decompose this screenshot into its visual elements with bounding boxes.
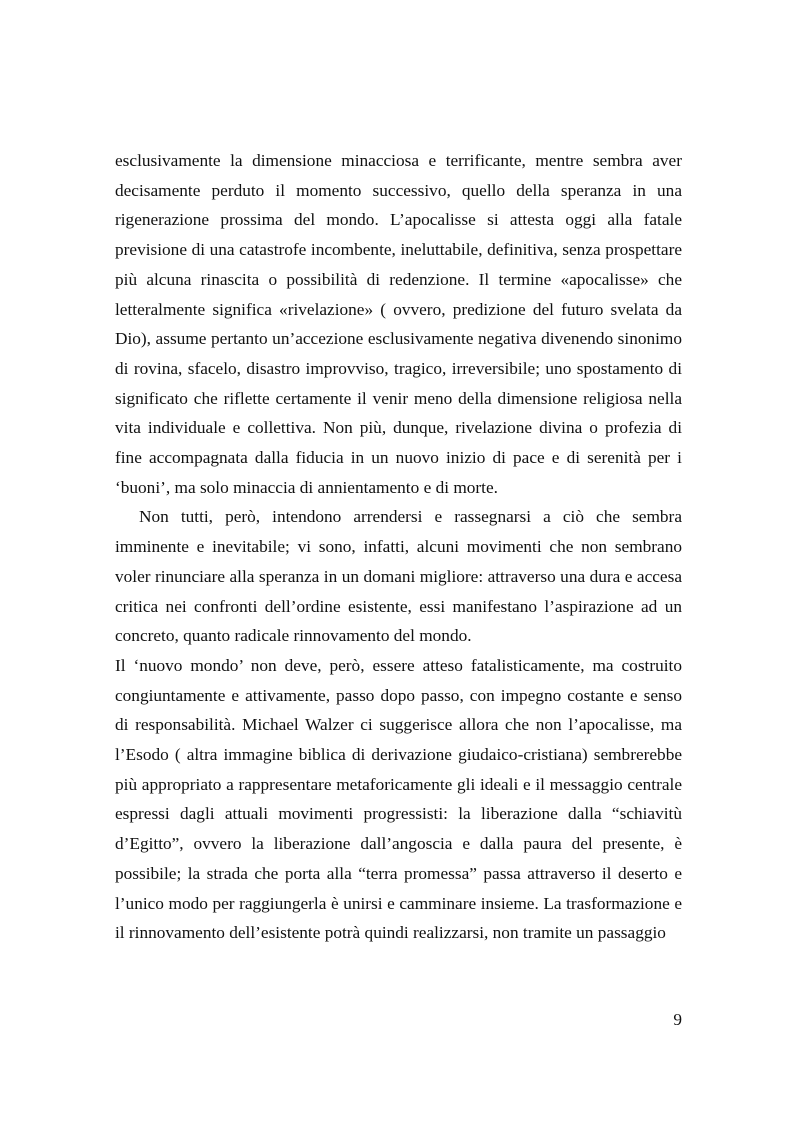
- paragraph-3: Il ‘nuovo mondo’ non deve, però, essere atteso fatalisticamente, ma costruito congiuntamente e attivamente, passo dopo passo, con impegno costante e senso di responsabilità. Michael Walzer ci suggerisce allora che non l’apocalisse, ma l’Esodo ( altra immagine biblica di derivazione giudaico-cristiana) sembrerebbe più appropriato a rappresentare metaforicamente gli ideali e il messaggio centrale espressi dagli attuali movimenti progressisti: la liberazione dalla “schiavitù d’Egitto”, ovvero la liberazione dall’angoscia e dalla paura del presente, è possibile; la strada che porta alla “terra promessa” passa attraverso il deserto e l’unico modo per raggiungerla è unirsi e camminare insieme. La trasformazione e il rinnovamento dell’esistente potrà quindi realizzarsi, non tramite un passaggio: [115, 655, 682, 943]
- body-text: [115, 146, 682, 948]
- paragraph-1: esclusivamente la dimensione minacciosa e terrificante, mentre sembra aver decisamente perduto il momento successivo, quello della speranza in una rigenerazione prossima del mondo. L’apocalisse si attesta oggi alla fatale previsione di una catastrofe incombente, ineluttabile, definitiva, senza prospettare più alcuna rinascita o possibilità di redenzione. Il termine «apocalisse» che letteralmente significa «rivelazione» ( ovvero, predizione del futuro svelata da Dio), assume pertanto un’accezione esclusivamente negativa divenendo sinonimo di rovina, sfacelo, disastro improvviso, tragico, irreversibile; uno spostamento di significato che riflette certamente il venir meno della dimensione religiosa nella vita individuale e collettiva. Non più, dunque, rivelazione divina o profezia di fine accompagnata dalla fiducia in un nuovo inizio di pace e di serenità per i ‘buoni’, ma solo minaccia di annientamento e di morte.: [115, 151, 682, 497]
- paragraph-2: Non tutti, però, intendono arrendersi e rassegnarsi a ciò che sembra imminente e inevitabile; vi sono, infatti, alcuni movimenti che non sembrano voler rinunciare alla speranza in un domani migliore: attraverso una dura e accesa critica nei confronti dell’ordine esistente, essi manifestano l’aspirazione ad un concreto, quanto radicale rinnovamento del mondo.: [115, 507, 682, 646]
- page-number: 9: [673, 1010, 682, 1029]
